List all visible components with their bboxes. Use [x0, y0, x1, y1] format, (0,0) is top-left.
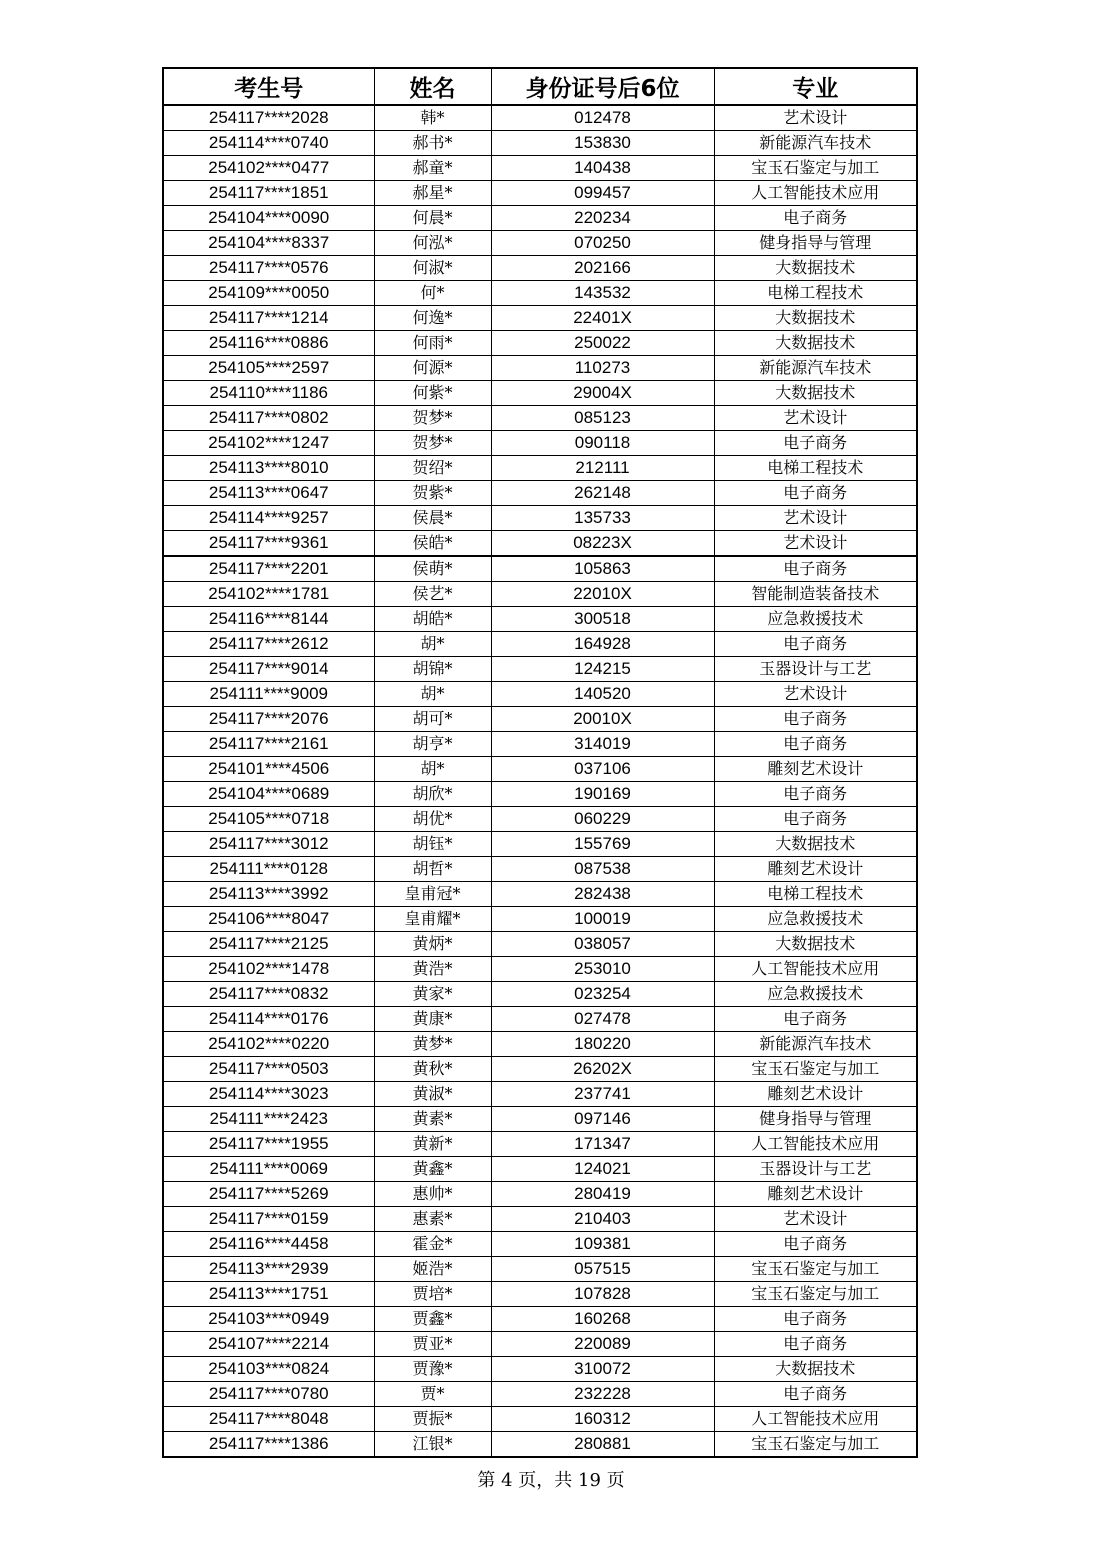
- cell-id-last6: 155769: [491, 832, 714, 857]
- cell-name: 侯艺*: [374, 582, 491, 607]
- cell-major: 电梯工程技术: [714, 281, 917, 306]
- cell-exam-number: 254117****1955: [163, 1132, 374, 1157]
- cell-exam-number: 254117****0159: [163, 1207, 374, 1232]
- cell-major: 宝玉石鉴定与加工: [714, 1057, 917, 1082]
- cell-id-last6: 300518: [491, 607, 714, 632]
- cell-name: 贾豫*: [374, 1357, 491, 1382]
- table-row: [163, 707, 917, 732]
- table-row: [163, 1032, 917, 1057]
- cell-name: 何紫*: [374, 381, 491, 406]
- table-row: [163, 632, 917, 657]
- cell-exam-number: 254105****0718: [163, 807, 374, 832]
- cell-major: 宝玉石鉴定与加工: [714, 1432, 917, 1458]
- cell-major: 大数据技术: [714, 306, 917, 331]
- cell-id-last6: 280419: [491, 1182, 714, 1207]
- cell-exam-number: 254102****1478: [163, 957, 374, 982]
- table-row: [163, 1257, 917, 1282]
- cell-major: 健身指导与管理: [714, 231, 917, 256]
- table-row: [163, 281, 917, 306]
- cell-exam-number: 254106****8047: [163, 907, 374, 932]
- cell-name: 贾振*: [374, 1407, 491, 1432]
- cell-id-last6: 262148: [491, 481, 714, 506]
- cell-id-last6: 070250: [491, 231, 714, 256]
- table-row: [163, 1207, 917, 1232]
- cell-exam-number: 254114****0176: [163, 1007, 374, 1032]
- table-row: [163, 406, 917, 431]
- cell-name: 黄浩*: [374, 957, 491, 982]
- cell-major: 宝玉石鉴定与加工: [714, 1282, 917, 1307]
- cell-name: 贺紫*: [374, 481, 491, 506]
- cell-exam-number: 254113****1751: [163, 1282, 374, 1307]
- cell-id-last6: 26202X: [491, 1057, 714, 1082]
- cell-major: 宝玉石鉴定与加工: [714, 156, 917, 181]
- table-row: [163, 1407, 917, 1432]
- table-row: [163, 231, 917, 256]
- cell-exam-number: 254105****2597: [163, 356, 374, 381]
- cell-name: 韩*: [374, 105, 491, 131]
- col-header-id-last6: 身份证号后6位: [491, 68, 714, 105]
- col-header-exam-number: 考生号: [163, 68, 374, 105]
- cell-exam-number: 254117****5269: [163, 1182, 374, 1207]
- cell-name: 何淑*: [374, 256, 491, 281]
- cell-name: 胡*: [374, 757, 491, 782]
- page-footer: 第 4 页，共 19 页: [477, 1470, 625, 1491]
- cell-id-last6: 087538: [491, 857, 714, 882]
- cell-exam-number: 254103****0824: [163, 1357, 374, 1382]
- cell-exam-number: 254117****9361: [163, 531, 374, 557]
- cell-id-last6: 180220: [491, 1032, 714, 1057]
- cell-exam-number: 254116****4458: [163, 1232, 374, 1257]
- cell-exam-number: 254117****1386: [163, 1432, 374, 1458]
- cell-name: 贺梦*: [374, 431, 491, 456]
- cell-exam-number: 254117****2076: [163, 707, 374, 732]
- table-row: [163, 506, 917, 531]
- cell-id-last6: 135733: [491, 506, 714, 531]
- cell-exam-number: 254111****0069: [163, 1157, 374, 1182]
- cell-id-last6: 08223X: [491, 531, 714, 557]
- cell-exam-number: 254117****2201: [163, 556, 374, 582]
- table-row: [163, 732, 917, 757]
- cell-name: 何泓*: [374, 231, 491, 256]
- table-row: [163, 181, 917, 206]
- cell-exam-number: 254104****0689: [163, 782, 374, 807]
- col-header-major: 专业: [714, 68, 917, 105]
- cell-id-last6: 160268: [491, 1307, 714, 1332]
- cell-id-last6: 038057: [491, 932, 714, 957]
- table-row: [163, 807, 917, 832]
- cell-major: 电梯工程技术: [714, 456, 917, 481]
- cell-id-last6: 140438: [491, 156, 714, 181]
- cell-exam-number: 254101****4506: [163, 757, 374, 782]
- cell-exam-number: 254109****0050: [163, 281, 374, 306]
- cell-id-last6: 310072: [491, 1357, 714, 1382]
- cell-major: 大数据技术: [714, 1357, 917, 1382]
- cell-major: 大数据技术: [714, 381, 917, 406]
- cell-major: 新能源汽车技术: [714, 356, 917, 381]
- table-row: [163, 1057, 917, 1082]
- cell-id-last6: 22401X: [491, 306, 714, 331]
- cell-id-last6: 220234: [491, 206, 714, 231]
- table-row: [163, 1182, 917, 1207]
- cell-major: 雕刻艺术设计: [714, 757, 917, 782]
- cell-id-last6: 027478: [491, 1007, 714, 1032]
- cell-id-last6: 210403: [491, 1207, 714, 1232]
- cell-major: 电子商务: [714, 807, 917, 832]
- cell-name: 黄淑*: [374, 1082, 491, 1107]
- cell-id-last6: 164928: [491, 632, 714, 657]
- cell-id-last6: 110273: [491, 356, 714, 381]
- table-row: [163, 481, 917, 506]
- cell-name: 贾培*: [374, 1282, 491, 1307]
- table-row: [163, 1232, 917, 1257]
- cell-id-last6: 060229: [491, 807, 714, 832]
- cell-major: 大数据技术: [714, 832, 917, 857]
- cell-id-last6: 232228: [491, 1382, 714, 1407]
- cell-name: 贺梦*: [374, 406, 491, 431]
- cell-exam-number: 254103****0949: [163, 1307, 374, 1332]
- cell-name: 黄素*: [374, 1107, 491, 1132]
- cell-name: 郝星*: [374, 181, 491, 206]
- table-row: [163, 1157, 917, 1182]
- cell-id-last6: 037106: [491, 757, 714, 782]
- cell-major: 电子商务: [714, 431, 917, 456]
- cell-exam-number: 254102****0220: [163, 1032, 374, 1057]
- cell-major: 大数据技术: [714, 256, 917, 281]
- cell-id-last6: 097146: [491, 1107, 714, 1132]
- cell-id-last6: 100019: [491, 907, 714, 932]
- cell-major: 大数据技术: [714, 331, 917, 356]
- table-row: [163, 356, 917, 381]
- cell-major: 雕刻艺术设计: [714, 857, 917, 882]
- cell-name: 胡锦*: [374, 657, 491, 682]
- cell-major: 健身指导与管理: [714, 1107, 917, 1132]
- cell-major: 电子商务: [714, 1232, 917, 1257]
- cell-major: 应急救援技术: [714, 982, 917, 1007]
- table-row: [163, 206, 917, 231]
- cell-name: 何*: [374, 281, 491, 306]
- table-row: [163, 682, 917, 707]
- table-row: [163, 131, 917, 156]
- table-row: [163, 1007, 917, 1032]
- cell-major: 艺术设计: [714, 682, 917, 707]
- table-row: [163, 882, 917, 907]
- table-row: [163, 982, 917, 1007]
- cell-name: 何雨*: [374, 331, 491, 356]
- cell-id-last6: 212111: [491, 456, 714, 481]
- table-row: [163, 331, 917, 356]
- cell-major: 雕刻艺术设计: [714, 1182, 917, 1207]
- cell-major: 艺术设计: [714, 1207, 917, 1232]
- table-row: [163, 556, 917, 582]
- cell-major: 大数据技术: [714, 932, 917, 957]
- cell-name: 胡*: [374, 632, 491, 657]
- cell-major: 电子商务: [714, 1332, 917, 1357]
- cell-name: 黄鑫*: [374, 1157, 491, 1182]
- col-header-name: 姓名: [374, 68, 491, 105]
- cell-major: 电子商务: [714, 632, 917, 657]
- cell-exam-number: 254111****2423: [163, 1107, 374, 1132]
- table-row: [163, 1357, 917, 1382]
- cell-exam-number: 254104****0090: [163, 206, 374, 231]
- header-row: [163, 68, 917, 105]
- cell-exam-number: 254102****1781: [163, 582, 374, 607]
- cell-name: 黄家*: [374, 982, 491, 1007]
- table-row: [163, 431, 917, 456]
- cell-name: 惠帅*: [374, 1182, 491, 1207]
- cell-exam-number: 254117****2028: [163, 105, 374, 131]
- cell-name: 姬浩*: [374, 1257, 491, 1282]
- cell-exam-number: 254113****2939: [163, 1257, 374, 1282]
- table-row: [163, 256, 917, 281]
- cell-exam-number: 254113****0647: [163, 481, 374, 506]
- table-row: [163, 1132, 917, 1157]
- table-row: [163, 1107, 917, 1132]
- table-row: [163, 582, 917, 607]
- cell-exam-number: 254117****0503: [163, 1057, 374, 1082]
- table-row: [163, 782, 917, 807]
- cell-major: 应急救援技术: [714, 607, 917, 632]
- cell-id-last6: 099457: [491, 181, 714, 206]
- cell-exam-number: 254104****8337: [163, 231, 374, 256]
- cell-major: 电子商务: [714, 707, 917, 732]
- cell-exam-number: 254117****1214: [163, 306, 374, 331]
- cell-exam-number: 254117****0832: [163, 982, 374, 1007]
- cell-exam-number: 254111****9009: [163, 682, 374, 707]
- cell-major: 艺术设计: [714, 105, 917, 131]
- cell-major: 智能制造装备技术: [714, 582, 917, 607]
- cell-name: 黄新*: [374, 1132, 491, 1157]
- cell-name: 霍金*: [374, 1232, 491, 1257]
- cell-major: 电子商务: [714, 206, 917, 231]
- cell-major: 电子商务: [714, 732, 917, 757]
- cell-major: 艺术设计: [714, 406, 917, 431]
- cell-major: 人工智能技术应用: [714, 1407, 917, 1432]
- cell-major: 人工智能技术应用: [714, 957, 917, 982]
- cell-major: 新能源汽车技术: [714, 131, 917, 156]
- cell-exam-number: 254117****3012: [163, 832, 374, 857]
- cell-exam-number: 254114****0740: [163, 131, 374, 156]
- table-row: [163, 932, 917, 957]
- table-row: [163, 1332, 917, 1357]
- cell-exam-number: 254113****8010: [163, 456, 374, 481]
- cell-exam-number: 254117****2161: [163, 732, 374, 757]
- admission-list-table: [162, 67, 918, 1458]
- cell-id-last6: 250022: [491, 331, 714, 356]
- cell-name: 皇甫耀*: [374, 907, 491, 932]
- table-row: [163, 306, 917, 331]
- cell-id-last6: 160312: [491, 1407, 714, 1432]
- cell-id-last6: 105863: [491, 556, 714, 582]
- cell-name: 贾*: [374, 1382, 491, 1407]
- cell-name: 贾鑫*: [374, 1307, 491, 1332]
- cell-name: 郝书*: [374, 131, 491, 156]
- table-row: [163, 1432, 917, 1458]
- table-body: [163, 105, 917, 1457]
- cell-id-last6: 107828: [491, 1282, 714, 1307]
- cell-name: 贺绍*: [374, 456, 491, 481]
- cell-major: 电子商务: [714, 481, 917, 506]
- cell-exam-number: 254102****1247: [163, 431, 374, 456]
- cell-id-last6: 090118: [491, 431, 714, 456]
- table-row: [163, 456, 917, 481]
- cell-major: 艺术设计: [714, 531, 917, 557]
- cell-id-last6: 153830: [491, 131, 714, 156]
- cell-name: 胡皓*: [374, 607, 491, 632]
- table-row: [163, 657, 917, 682]
- table-row: [163, 1082, 917, 1107]
- cell-major: 电子商务: [714, 1382, 917, 1407]
- cell-name: 胡优*: [374, 807, 491, 832]
- cell-exam-number: 254102****0477: [163, 156, 374, 181]
- cell-name: 胡钰*: [374, 832, 491, 857]
- table-row: [163, 857, 917, 882]
- cell-id-last6: 282438: [491, 882, 714, 907]
- cell-major: 玉器设计与工艺: [714, 657, 917, 682]
- table-row: [163, 832, 917, 857]
- cell-name: 郝童*: [374, 156, 491, 181]
- table-row: [163, 105, 917, 131]
- cell-exam-number: 254114****3023: [163, 1082, 374, 1107]
- cell-id-last6: 220089: [491, 1332, 714, 1357]
- cell-name: 皇甫冠*: [374, 882, 491, 907]
- cell-id-last6: 143532: [491, 281, 714, 306]
- cell-name: 黄秋*: [374, 1057, 491, 1082]
- table-row: [163, 1307, 917, 1332]
- cell-exam-number: 254114****9257: [163, 506, 374, 531]
- cell-major: 应急救援技术: [714, 907, 917, 932]
- cell-id-last6: 124215: [491, 657, 714, 682]
- cell-major: 电子商务: [714, 1007, 917, 1032]
- cell-name: 侯萌*: [374, 556, 491, 582]
- cell-exam-number: 254117****2125: [163, 932, 374, 957]
- cell-id-last6: 085123: [491, 406, 714, 431]
- cell-name: 胡可*: [374, 707, 491, 732]
- cell-name: 胡欣*: [374, 782, 491, 807]
- cell-major: 艺术设计: [714, 506, 917, 531]
- cell-id-last6: 023254: [491, 982, 714, 1007]
- cell-exam-number: 254117****0576: [163, 256, 374, 281]
- cell-name: 黄康*: [374, 1007, 491, 1032]
- cell-name: 侯皓*: [374, 531, 491, 557]
- cell-name: 何逸*: [374, 306, 491, 331]
- cell-id-last6: 202166: [491, 256, 714, 281]
- cell-name: 黄梦*: [374, 1032, 491, 1057]
- table-row: [163, 957, 917, 982]
- table-row: [163, 1282, 917, 1307]
- table-row: [163, 907, 917, 932]
- table-row: [163, 531, 917, 557]
- cell-id-last6: 190169: [491, 782, 714, 807]
- table-row: [163, 607, 917, 632]
- table-row: [163, 757, 917, 782]
- table-row: [163, 156, 917, 181]
- cell-exam-number: 254117****2612: [163, 632, 374, 657]
- cell-name: 黄炳*: [374, 932, 491, 957]
- cell-id-last6: 314019: [491, 732, 714, 757]
- cell-name: 何晨*: [374, 206, 491, 231]
- cell-major: 人工智能技术应用: [714, 181, 917, 206]
- table-row: [163, 1382, 917, 1407]
- cell-exam-number: 254117****1851: [163, 181, 374, 206]
- cell-id-last6: 29004X: [491, 381, 714, 406]
- cell-name: 江银*: [374, 1432, 491, 1458]
- cell-exam-number: 254111****0128: [163, 857, 374, 882]
- cell-name: 胡亨*: [374, 732, 491, 757]
- cell-name: 胡*: [374, 682, 491, 707]
- cell-exam-number: 254117****0780: [163, 1382, 374, 1407]
- cell-id-last6: 22010X: [491, 582, 714, 607]
- cell-id-last6: 280881: [491, 1432, 714, 1458]
- cell-major: 雕刻艺术设计: [714, 1082, 917, 1107]
- cell-exam-number: 254117****0802: [163, 406, 374, 431]
- cell-name: 贾亚*: [374, 1332, 491, 1357]
- cell-id-last6: 012478: [491, 105, 714, 131]
- cell-name: 侯晨*: [374, 506, 491, 531]
- cell-exam-number: 254117****8048: [163, 1407, 374, 1432]
- cell-exam-number: 254110****1186: [163, 381, 374, 406]
- cell-exam-number: 254116****8144: [163, 607, 374, 632]
- cell-major: 电子商务: [714, 782, 917, 807]
- cell-major: 人工智能技术应用: [714, 1132, 917, 1157]
- cell-id-last6: 124021: [491, 1157, 714, 1182]
- cell-major: 电子商务: [714, 556, 917, 582]
- table-row: [163, 381, 917, 406]
- cell-exam-number: 254116****0886: [163, 331, 374, 356]
- cell-name: 惠素*: [374, 1207, 491, 1232]
- cell-exam-number: 254117****9014: [163, 657, 374, 682]
- cell-id-last6: 140520: [491, 682, 714, 707]
- cell-id-last6: 237741: [491, 1082, 714, 1107]
- cell-major: 宝玉石鉴定与加工: [714, 1257, 917, 1282]
- cell-exam-number: 254107****2214: [163, 1332, 374, 1357]
- cell-major: 新能源汽车技术: [714, 1032, 917, 1057]
- cell-major: 玉器设计与工艺: [714, 1157, 917, 1182]
- cell-exam-number: 254113****3992: [163, 882, 374, 907]
- cell-id-last6: 057515: [491, 1257, 714, 1282]
- cell-id-last6: 171347: [491, 1132, 714, 1157]
- cell-major: 电梯工程技术: [714, 882, 917, 907]
- cell-major: 电子商务: [714, 1307, 917, 1332]
- cell-name: 胡哲*: [374, 857, 491, 882]
- cell-id-last6: 20010X: [491, 707, 714, 732]
- cell-id-last6: 253010: [491, 957, 714, 982]
- cell-name: 何源*: [374, 356, 491, 381]
- cell-id-last6: 109381: [491, 1232, 714, 1257]
